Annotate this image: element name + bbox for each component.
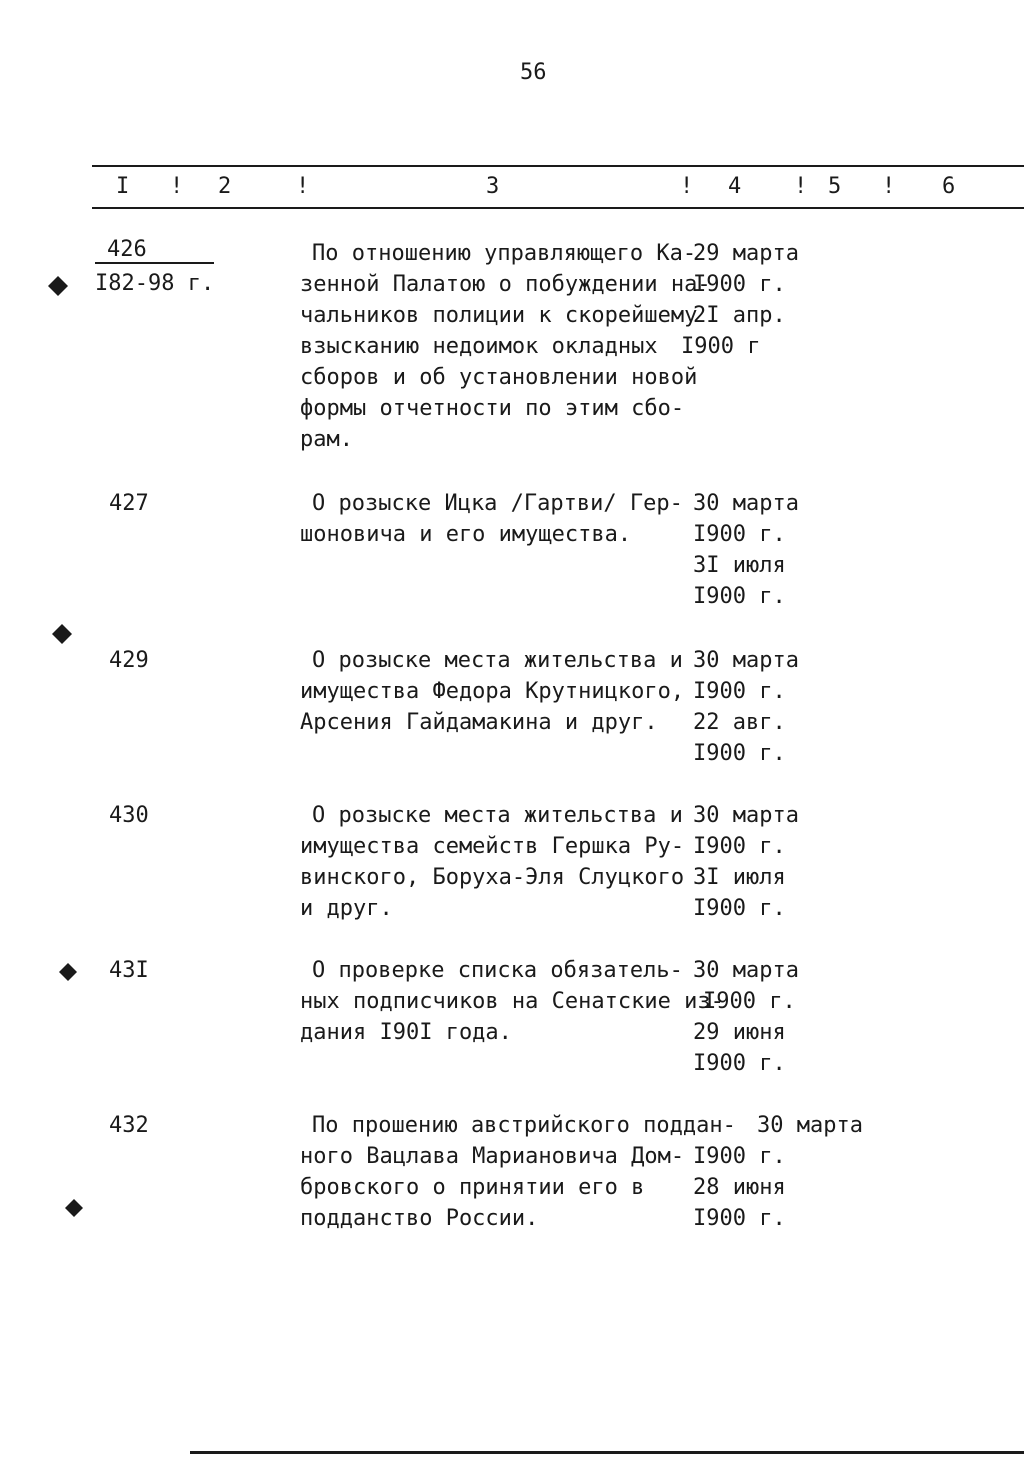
- description-line: О розыске места жительства и: [312, 648, 683, 673]
- date-line: 30 марта: [693, 803, 799, 828]
- description-line: винского, Боруха-Эля Слуцкого: [300, 865, 685, 890]
- description-line: взысканию недоимок окладных: [300, 334, 658, 359]
- date-line: I900 г.: [693, 522, 786, 547]
- entry-number-cell: [95, 238, 214, 299]
- table-top-rule: [92, 165, 1024, 167]
- date-line: 3I июля: [693, 553, 786, 578]
- entry-description: [300, 800, 700, 924]
- date-line: 3I июля: [693, 865, 786, 890]
- date-line: I900 г.: [693, 679, 786, 704]
- date-line: 29 июня: [693, 1020, 786, 1045]
- header-separator: !: [794, 174, 808, 199]
- description-line: По отношению управляющего Ка-: [312, 241, 697, 266]
- header-separator: !: [296, 174, 310, 199]
- header-col-4: 4: [728, 174, 742, 199]
- entry-number: 43I: [109, 958, 149, 983]
- description-line: дания I90I года.: [300, 1020, 512, 1045]
- entry-dates: [693, 1110, 863, 1234]
- entry-number-cell: [95, 955, 149, 986]
- header-col-3: 3: [486, 174, 500, 199]
- date-line: 30 марта: [693, 648, 799, 673]
- date-line: 22 авг.: [693, 710, 786, 735]
- entry-dates: [693, 800, 843, 924]
- date-line: I900 г.: [693, 741, 786, 766]
- entry-number: 429: [109, 648, 149, 673]
- date-line: I900 г.: [693, 896, 786, 921]
- entry-description: [300, 1110, 736, 1234]
- header-col-5: 5: [828, 174, 842, 199]
- description-line: чальников полиции к скорейшему: [300, 303, 698, 328]
- date-line: 30 марта: [693, 491, 799, 516]
- description-line: имущества семейств Гершка Ру-: [300, 834, 685, 859]
- date-line: I900 г.: [693, 1206, 786, 1231]
- date-line: 2I апр.: [693, 303, 786, 328]
- entry-number: 430: [109, 803, 149, 828]
- entry-number: 427: [109, 491, 149, 516]
- header-separator: !: [680, 174, 694, 199]
- date-line: 30 марта: [757, 1113, 863, 1138]
- date-line: I900 г: [681, 334, 761, 359]
- date-line: I900 г.: [693, 834, 786, 859]
- entry-description: [300, 238, 711, 455]
- binder-hole-icon: [56, 960, 80, 984]
- page-number: 56: [520, 60, 547, 85]
- header-col-6: 6: [942, 174, 956, 199]
- entry-dates: [693, 955, 843, 1079]
- description-line: О проверке списка обязатель-: [312, 958, 683, 983]
- page-bottom-edge: [190, 1451, 1024, 1454]
- entry-number: 426: [95, 238, 214, 264]
- entry-number-cell: [95, 1110, 149, 1141]
- entry-number-cell: [95, 488, 149, 519]
- header-separator: !: [882, 174, 896, 199]
- description-line: формы отчетности по этим сбо-: [300, 396, 685, 421]
- description-line: зенной Палатою о побуждении на-: [300, 272, 711, 297]
- binder-hole-icon: [62, 1196, 86, 1220]
- entry-description: [300, 488, 700, 550]
- description-line: О розыске места жительства и: [312, 803, 683, 828]
- table-header: [0, 174, 1024, 204]
- date-line: I900 г.: [703, 989, 796, 1014]
- description-line: рам.: [300, 427, 353, 452]
- date-line: I900 г.: [693, 584, 786, 609]
- description-line: ного Вацлава Мариановича Дом-: [300, 1144, 685, 1169]
- entry-number-cell: [95, 645, 149, 676]
- date-line: 30 марта: [693, 958, 799, 983]
- header-col-2: 2: [218, 174, 232, 199]
- date-line: I900 г.: [693, 1144, 786, 1169]
- entry-number-cell: [95, 800, 149, 831]
- description-line: Арсения Гайдамакина и друг.: [300, 710, 658, 735]
- header-col-1: I: [116, 174, 130, 199]
- date-line: I900 г.: [693, 1051, 786, 1076]
- date-line: I900 г.: [693, 272, 786, 297]
- entry-number: 432: [109, 1113, 149, 1138]
- binder-hole-icon: [46, 274, 70, 298]
- header-separator: !: [170, 174, 184, 199]
- description-line: ных подписчиков на Сенатские из-: [300, 989, 724, 1014]
- date-line: 29 марта: [693, 241, 799, 266]
- description-line: подданство России.: [300, 1206, 539, 1231]
- table-header-rule: [92, 207, 1024, 209]
- description-line: шоновича и его имущества.: [300, 522, 632, 547]
- description-line: и друг.: [300, 896, 393, 921]
- description-line: имущества Федора Крутницкого,: [300, 679, 685, 704]
- entry-dates: [681, 238, 843, 362]
- description-line: О розыске Ицка /Гартви/ Гер-: [312, 491, 683, 516]
- entry-sub-number: I82-98 г.: [95, 271, 215, 296]
- date-line: 28 июня: [693, 1175, 786, 1200]
- description-line: сборов и об установлении новой: [300, 365, 698, 390]
- entry-description: [300, 955, 724, 1048]
- entry-description: [300, 645, 700, 738]
- description-line: бровского о принятии его в: [300, 1175, 645, 1200]
- entry-dates: [693, 645, 843, 769]
- entry-dates: [693, 488, 843, 612]
- description-line: По прошению австрийского поддан-: [312, 1113, 736, 1138]
- binder-hole-icon: [50, 622, 74, 646]
